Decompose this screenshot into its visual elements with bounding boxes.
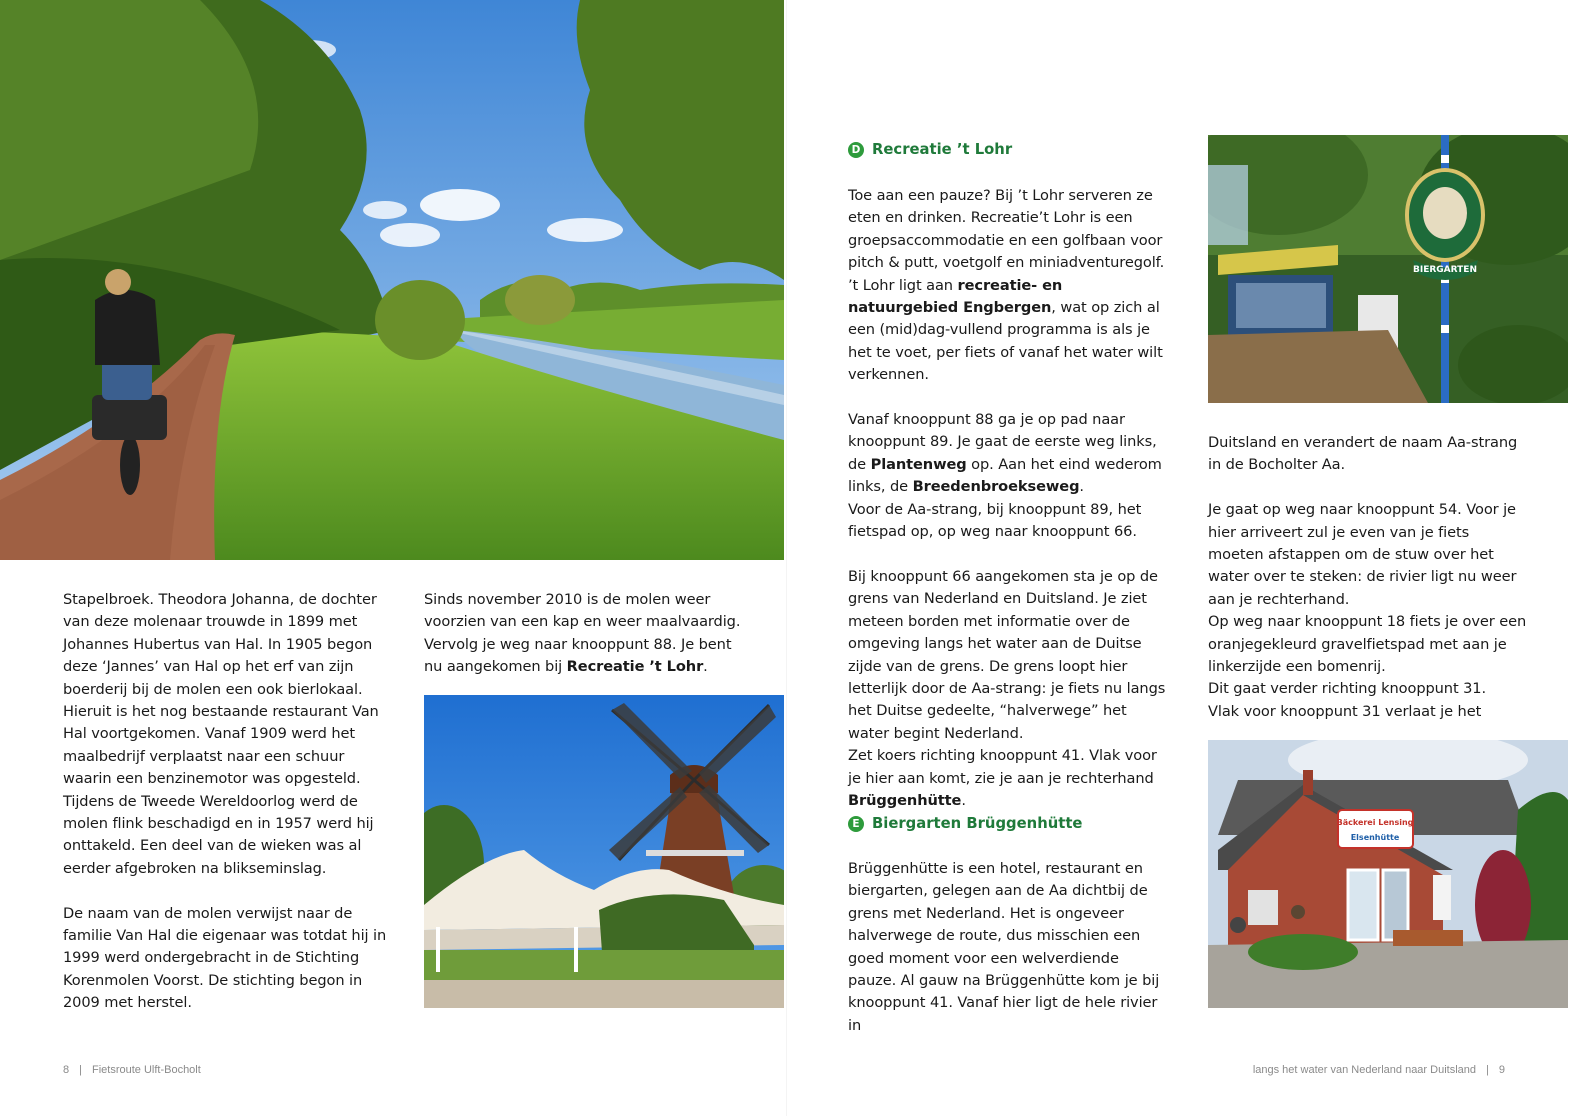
- footer-separator: |: [1486, 1064, 1489, 1076]
- text-run: .: [1079, 478, 1084, 496]
- left-column-1-text: [63, 589, 388, 1015]
- section-e-badge: E: [848, 816, 864, 832]
- footer-title: Fietsroute Ulft-Bocholt: [91, 1064, 201, 1076]
- biergarten-photo: [1208, 135, 1568, 403]
- right-column-4-text: [1208, 432, 1528, 723]
- footer-separator: |: [79, 1064, 82, 1076]
- section-d-badge: D: [848, 142, 864, 158]
- right-footer: [1253, 1064, 1505, 1076]
- spread-fold: [786, 0, 787, 1116]
- section-e-title: Biergarten Brüggenhütte: [872, 815, 1083, 832]
- paragraph: De naam van de molen verwijst naar de familie Van Hal die eigenaar was totdat hij in 1999 werd ondergebracht in de Stichting Korenmolen Voorst. De stichting begon in 2009 met herstel.: [63, 904, 387, 1012]
- paragraph: [848, 185, 1168, 387]
- bold-run: recreatie- en natuurgebied Engbergen: [848, 276, 1063, 317]
- bakery-photo: [1208, 740, 1568, 1008]
- text-run: Bij knooppunt 66 aangekomen sta je op de grens van Nederland en Duitsland. Je ziet meteen borden met informatie over de omgeving langs het water aan de Duitse zijde van de grens. De grens loopt hier letterlijk door de Aa-strang: je fiets nu langs het Duitse gedeelte, “halverwege” het water begint Nederland.: [848, 567, 1166, 742]
- text-run: Voor de Aa-strang, bij knooppunt 89, het fietspad op, op weg naar knooppunt 66.: [848, 500, 1142, 541]
- windmill-photo: [424, 695, 784, 1008]
- bold-run: Breedenbroekseweg: [912, 478, 1080, 496]
- paragraph: [1208, 499, 1528, 723]
- text-run: Dit gaat verder richting knooppunt 31.: [1208, 680, 1487, 698]
- left-footer: [63, 1064, 201, 1076]
- page-number: 9: [1498, 1064, 1505, 1076]
- text-run: Op weg naar knooppunt 18 fiets je over een oranjegekleurd gravelfietspad met aan je linkerzijde een bomenrij.: [1208, 613, 1527, 676]
- bold-run: Brüggenhütte: [848, 791, 962, 809]
- section-e-heading: [848, 815, 1082, 832]
- paragraph: Duitsland en verandert de naam Aa-strang in de Bocholter Aa.: [1208, 434, 1518, 474]
- right-column-3-text: [848, 185, 1168, 812]
- text-run: Vlak voor knooppunt 31 verlaat je het: [1208, 702, 1482, 720]
- text-run: Vanaf knooppunt 88 ga je op pad naar knooppunt 89. Je gaat de eerste weg links, de: [848, 411, 1157, 473]
- bakery-sign-line-1: Bäckerei Lensing: [1336, 818, 1414, 827]
- text-run: Sinds november 2010 is de molen weer voorzien van een kap en weer maalvaardig. Vervolg je weg naar knooppunt 88. Je bent nu aangekomen bij: [424, 591, 741, 676]
- cyclist-canal-photo: [0, 0, 784, 560]
- section-d-heading: [848, 141, 1012, 158]
- text-run: .: [961, 791, 966, 809]
- paragraph: [424, 589, 744, 679]
- left-column-2-text: [424, 589, 744, 679]
- text-run: Toe aan een pauze? Bij ’t Lohr serveren ze eten en drinken. Recreatie’t Lohr is een groepsaccommodatie en een golfbaan voor pitch & putt, voetgolf en miniadventuregolf. ’t Lohr ligt aan: [848, 187, 1165, 294]
- text-run: Zet koers richting knooppunt 41. Vlak voor je hier aan komt, zie je aan je rechterhand: [848, 747, 1157, 787]
- section-d-title: Recreatie ’t Lohr: [872, 141, 1013, 158]
- page-number: 8: [63, 1064, 70, 1076]
- bold-run: Recreatie ’t Lohr: [566, 658, 704, 676]
- paragraph: [848, 566, 1168, 812]
- section-e-text: [848, 858, 1168, 1037]
- bakery-sign-line-2: Elsenhütte: [1350, 833, 1400, 842]
- bold-run: Plantenweg: [870, 455, 967, 473]
- paragraph: [848, 409, 1168, 543]
- text-run: Je gaat op weg naar knooppunt 54. Voor je hier arriveert zul je even van je fiets moeten afstappen om de stuw over het water over te steken: de rivier ligt nu weer aan je rechterhand.: [1208, 501, 1517, 608]
- footer-title: langs het water van Nederland naar Duitsland: [1252, 1064, 1477, 1076]
- paragraph: Brüggenhütte is een hotel, restaurant en biergarten, gelegen aan de Aa dichtbij de grens met Nederland. Het is ongeveer halverwege de route, dus misschien een goed moment voor een welverdiende pauze. Al gauw na Brüggenhütte kom je bij knooppunt 41. Vanaf hier ligt de hele rivier in: [848, 860, 1160, 1034]
- biergarten-sign-text: BIERGARTEN: [1413, 265, 1477, 275]
- text-run: , wat op zich al een (mid)dag-vullend programma is als je het te voet, per fiets of vanaf het water wilt verkennen.: [848, 299, 1163, 384]
- text-run: .: [703, 658, 708, 676]
- text-run: op. Aan het eind wederom links, de: [848, 455, 1162, 496]
- paragraph: Stapelbroek. Theodora Johanna, de dochter van deze molenaar trouwde in 1899 met Johannes Hubertus van Hal. In 1905 begon deze ‘Jannes’ van Hal op het erf van zijn boerderij bij de molen een ook bierlokaal. Hieruit is het nog bestaande restaurant Van Hal voortgekomen. Vanaf 1909 werd het maalbedrijf verplaatst naar een schuur waarin een benzinemotor was opgesteld. Tijdens de Tweede Wereldoorlog werd de molen flink beschadigd en in 1957 werd hij onttakeld. Een deel van de wieken was al eerder afgebroken na blikseminslag.: [63, 591, 379, 877]
